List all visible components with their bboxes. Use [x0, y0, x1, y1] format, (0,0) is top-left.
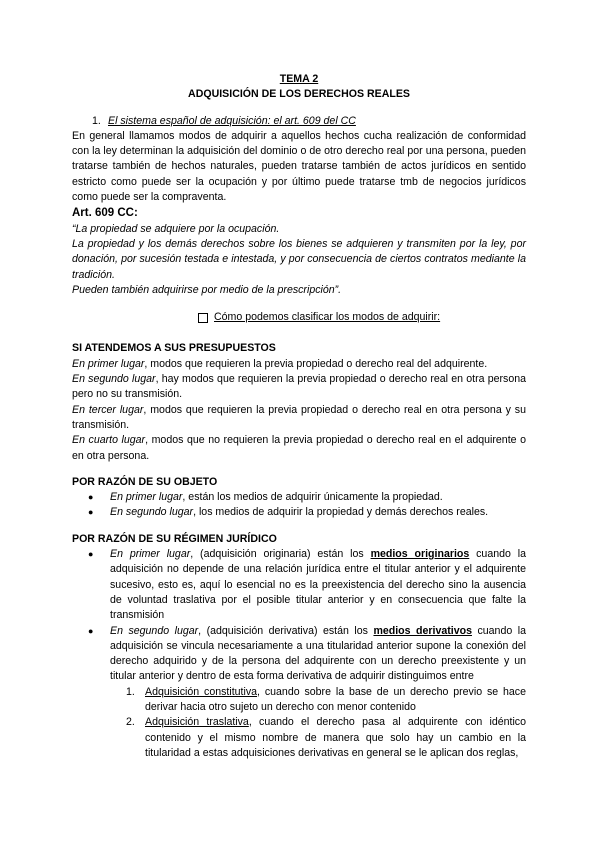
presupuestos-item-3: [72, 403, 526, 434]
item-text: , (adquisición derivativa) están los: [198, 624, 374, 637]
item-strong: medios originarios: [370, 548, 470, 561]
subitem-text: , cuando sobre la base de un derecho previo se hace derivar hacia otro sujeto un derecho con menor contenido: [145, 685, 526, 713]
presupuestos-item-2: [72, 372, 526, 403]
regimen-heading: POR RAZÓN DE SU RÉGIMEN JURÍDICO: [72, 532, 277, 545]
item-text: , (adquisición originaria) están los: [190, 548, 371, 561]
subitem-text: , cuando el derecho pasa al adquirente con idéntico contenido y el mismo nombre de manera que solo hay un cambio en la titularidad a estas adquisiciones derivativas en general se le aplican dos reglas,: [145, 716, 526, 759]
item-lead: En segundo lugar: [110, 624, 199, 637]
objeto-bullet-1: [72, 490, 526, 505]
objeto-heading: POR RAZÓN DE SU OBJETO: [72, 475, 218, 488]
item-text: cuando la adquisición se vincula necesariamente a una titularidad anterior supone la conexión del derecho adquirido y de la persona del adquirente con un derecho preexistente y un titular anterior y dentro de esta forma derivativa de adquirir distinguimos entre: [110, 624, 526, 683]
checkbox-icon[interactable]: [198, 313, 208, 323]
item-text: , modos que no requieren la previa propiedad o derecho real en el adquirente o en otra persona.: [72, 434, 526, 462]
classification-checkbox-row[interactable]: [72, 310, 526, 325]
item-lead: En segundo lugar: [72, 373, 156, 386]
subitem-number: 1.: [126, 685, 135, 698]
item-lead: En primer lugar: [72, 357, 145, 370]
section-number: 1.: [92, 114, 101, 127]
document-page: [72, 72, 526, 761]
item-strong: medios derivativos: [373, 624, 472, 637]
bullet-icon: ●: [88, 549, 94, 560]
quote-line-2: La propiedad y los demás derechos sobre los bienes se adquieren y transmiten por la ley, por donación, por sucesión testada e intestada, y por consecuencia de ciertos contratos mediante la tradición.: [72, 237, 526, 281]
bullet-icon: ●: [88, 492, 94, 503]
item-text: , modos que requieren la previa propiedad o derecho real en otra persona y su transmisión.: [72, 403, 526, 431]
item-lead: En segundo lugar: [110, 506, 194, 519]
checkbox-label: Cómo podemos clasificar los modos de adquirir:: [214, 311, 441, 324]
article-label: Art. 609 CC:: [72, 207, 138, 220]
bullet-icon: ●: [88, 507, 94, 518]
item-text: , hay modos que requieren la previa propiedad o derecho real en otra persona pero no su transmisión.: [72, 373, 526, 401]
intro-paragraph: En general llamamos modos de adquirir a aquellos hechos cucha realización de conformidad con la ley determinan la adquisición del dominio o de otro derecho real por una persona, pueden tratarse también de hechos naturales, pueden tratarse también de actos jurídicos en sentido estricto como puede ser la ocupación y por último puede tratarse tmb de negocios jurídicos como puede ser la compraventa.: [72, 129, 526, 204]
bullet-icon: ●: [88, 625, 94, 636]
item-lead: En tercer lugar: [72, 403, 144, 416]
item-text: , modos que requieren la previa propiedad o derecho real del adquirente.: [144, 357, 488, 370]
regimen-bullet-2: [72, 624, 526, 685]
item-text: , los medios de adquirir la propiedad y demás derechos reales.: [193, 506, 489, 519]
tema-label: TEMA 2: [279, 73, 319, 85]
section-heading-text: El sistema español de adquisición: el art. 609 del CC: [108, 114, 356, 127]
regimen-subitem-2: [72, 715, 526, 761]
item-text: , están los medios de adquirir únicamente la propiedad.: [182, 491, 443, 504]
quote-line-1: “La propiedad se adquiere por la ocupación.: [72, 222, 280, 235]
presupuestos-heading: SI ATENDEMOS A SUS PRESUPUESTOS: [72, 342, 276, 355]
objeto-bullet-2: [72, 505, 526, 520]
document-title: ADQUISICIÓN DE LOS DERECHOS REALES: [188, 88, 410, 101]
regimen-subitem-1: [72, 685, 526, 716]
subitem-number: 2.: [126, 716, 135, 729]
regimen-bullet-1: [72, 547, 526, 623]
item-text: cuando la adquisición no depende de una relación jurídica entre el titular anterior y el adquirente sucesivo, esto es, aquí lo esencial no es la preexistencia del derecho sino la ausencia de voluntad traslativa por el posible titular anterior y en consecuencia que falte la transmisión: [110, 548, 526, 622]
quote-line-3: Pueden también adquirirse por medio de la prescripción”.: [72, 283, 342, 296]
item-lead: En primer lugar: [110, 548, 191, 561]
subitem-term: Adquisición constitutiva: [145, 685, 258, 698]
presupuestos-item-4: [72, 433, 526, 464]
item-lead: En primer lugar: [110, 491, 183, 504]
subitem-term: Adquisición traslativa: [145, 716, 249, 729]
presupuestos-item-1: [72, 357, 526, 372]
item-lead: En cuarto lugar: [72, 434, 146, 447]
section-1-heading: [72, 114, 526, 129]
